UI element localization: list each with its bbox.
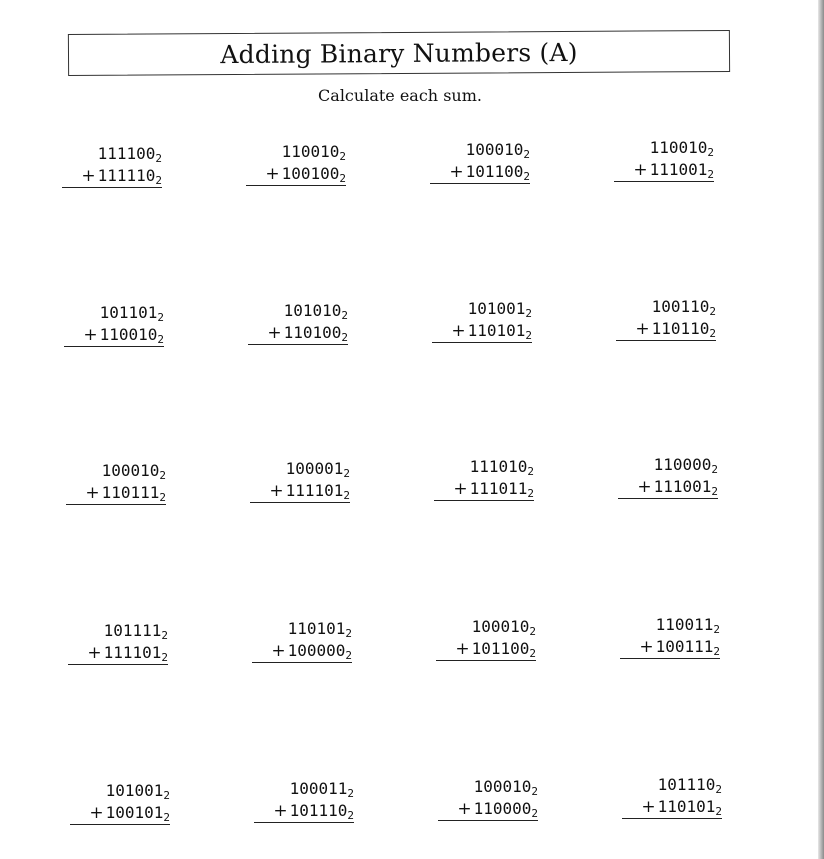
problem-1 — [62, 143, 162, 188]
problem-18 — [254, 778, 354, 823]
addend-bottom — [68, 642, 168, 665]
base-subscript: 2 — [529, 647, 536, 660]
base-subscript: 2 — [525, 329, 532, 342]
addend-top — [254, 778, 354, 800]
addend-bottom-digits: 110010 — [99, 325, 158, 344]
plus-sign: + — [265, 164, 280, 184]
problem-16 — [620, 614, 720, 659]
addend-top-digits: 100011 — [289, 779, 348, 798]
plus-sign: + — [83, 325, 98, 345]
addend-top-digits: 100010 — [101, 461, 160, 480]
base-subscript: 2 — [343, 489, 350, 502]
addend-bottom — [246, 163, 346, 186]
base-subscript: 2 — [707, 146, 714, 159]
addend-bottom-digits: 101110 — [289, 801, 348, 820]
addend-bottom-digits: 110000 — [473, 799, 532, 818]
plus-sign: + — [87, 643, 102, 663]
base-subscript: 2 — [163, 811, 170, 824]
addend-top-digits: 111100 — [97, 144, 156, 163]
addend-top-digits: 101101 — [99, 303, 158, 322]
base-subscript: 2 — [525, 307, 532, 320]
addend-bottom-digits: 100111 — [655, 637, 714, 656]
addend-top — [614, 137, 714, 159]
addend-bottom — [254, 800, 354, 823]
addend-bottom-digits: 100101 — [105, 803, 164, 822]
problem-9 — [66, 460, 166, 505]
addend-top — [616, 296, 716, 318]
addend-top-digits: 101001 — [467, 299, 526, 318]
addend-top — [432, 298, 532, 320]
base-subscript: 2 — [715, 783, 722, 796]
base-subscript: 2 — [157, 311, 164, 324]
base-subscript: 2 — [159, 469, 166, 482]
base-subscript: 2 — [163, 789, 170, 802]
base-subscript: 2 — [527, 487, 534, 500]
addend-bottom — [438, 798, 538, 821]
base-subscript: 2 — [161, 651, 168, 664]
addend-top — [434, 456, 534, 478]
base-subscript: 2 — [523, 170, 530, 183]
plus-sign: + — [89, 803, 104, 823]
addend-top-digits: 100010 — [465, 140, 524, 159]
addend-bottom — [614, 159, 714, 182]
addend-bottom-digits: 111101 — [285, 481, 344, 500]
addend-top — [252, 618, 352, 640]
problem-17 — [70, 780, 170, 825]
worksheet-title: Adding Binary Numbers (A) — [220, 37, 578, 69]
addend-bottom — [70, 802, 170, 825]
base-subscript: 2 — [155, 174, 162, 187]
base-subscript: 2 — [709, 327, 716, 340]
base-subscript: 2 — [527, 465, 534, 478]
addend-bottom-digits: 111110 — [97, 166, 156, 185]
addend-bottom-digits: 111001 — [653, 477, 712, 496]
addend-top — [436, 616, 536, 638]
addend-top — [70, 780, 170, 802]
addend-bottom-digits: 100000 — [287, 641, 346, 660]
problem-3 — [430, 139, 530, 184]
base-subscript: 2 — [711, 485, 718, 498]
addend-top-digits: 101110 — [657, 775, 716, 794]
base-subscript: 2 — [345, 627, 352, 640]
addend-bottom-digits: 101100 — [471, 639, 530, 658]
addend-bottom-digits: 100100 — [281, 164, 340, 183]
addend-bottom-digits: 110101 — [657, 797, 716, 816]
plus-sign: + — [457, 799, 472, 819]
addend-top-digits: 111010 — [469, 457, 528, 476]
problem-14 — [252, 618, 352, 663]
plus-sign: + — [267, 323, 282, 343]
base-subscript: 2 — [155, 152, 162, 165]
addend-top-digits: 110000 — [653, 455, 712, 474]
addend-top-digits: 100110 — [651, 297, 710, 316]
addend-top-digits: 100001 — [285, 459, 344, 478]
problem-12 — [618, 454, 718, 499]
problem-15 — [436, 616, 536, 661]
problem-6 — [248, 300, 348, 345]
addend-bottom — [250, 480, 350, 503]
base-subscript: 2 — [339, 172, 346, 185]
addend-top-digits: 110010 — [649, 138, 708, 157]
addend-bottom — [622, 796, 722, 819]
addend-bottom — [64, 324, 164, 347]
addend-top — [248, 300, 348, 322]
addend-bottom-digits: 111011 — [469, 479, 528, 498]
addend-bottom — [620, 636, 720, 659]
plus-sign: + — [271, 641, 286, 661]
addend-top-digits: 110010 — [281, 142, 340, 161]
addend-bottom-digits: 110100 — [283, 323, 342, 342]
base-subscript: 2 — [531, 785, 538, 798]
base-subscript: 2 — [339, 150, 346, 163]
addend-top-digits: 101111 — [103, 621, 162, 640]
base-subscript: 2 — [715, 805, 722, 818]
addend-bottom-digits: 111001 — [649, 160, 708, 179]
problem-19 — [438, 776, 538, 821]
addend-bottom — [432, 320, 532, 343]
base-subscript: 2 — [347, 787, 354, 800]
addend-bottom — [66, 482, 166, 505]
problem-8 — [616, 296, 716, 341]
problem-4 — [614, 137, 714, 182]
problem-10 — [250, 458, 350, 503]
base-subscript: 2 — [713, 623, 720, 636]
base-subscript: 2 — [713, 645, 720, 658]
addend-bottom — [62, 165, 162, 188]
addend-top — [438, 776, 538, 798]
addend-bottom-digits: 110111 — [101, 483, 160, 502]
addend-top-digits: 101010 — [283, 301, 342, 320]
addend-top-digits: 100010 — [471, 617, 530, 636]
problem-7 — [432, 298, 532, 343]
addend-top — [62, 143, 162, 165]
base-subscript: 2 — [707, 168, 714, 181]
base-subscript: 2 — [529, 625, 536, 638]
problem-2 — [246, 141, 346, 186]
base-subscript: 2 — [347, 809, 354, 822]
base-subscript: 2 — [157, 333, 164, 346]
plus-sign: + — [449, 162, 464, 182]
addend-top-digits: 110101 — [287, 619, 346, 638]
addend-bottom-digits: 110110 — [651, 319, 710, 338]
addend-top — [250, 458, 350, 480]
base-subscript: 2 — [159, 491, 166, 504]
plus-sign: + — [85, 483, 100, 503]
base-subscript: 2 — [531, 807, 538, 820]
addend-bottom-digits: 110101 — [467, 321, 526, 340]
plus-sign: + — [637, 477, 652, 497]
plus-sign: + — [269, 481, 284, 501]
base-subscript: 2 — [345, 649, 352, 662]
addend-top-digits: 101001 — [105, 781, 164, 800]
base-subscript: 2 — [341, 309, 348, 322]
addend-top — [246, 141, 346, 163]
addend-top-digits: 110011 — [655, 615, 714, 634]
plus-sign: + — [635, 319, 650, 339]
addend-top — [66, 460, 166, 482]
problem-13 — [68, 620, 168, 665]
addend-top — [620, 614, 720, 636]
addend-bottom — [434, 478, 534, 501]
problem-11 — [434, 456, 534, 501]
base-subscript: 2 — [341, 331, 348, 344]
plus-sign: + — [273, 801, 288, 821]
addend-top — [622, 774, 722, 796]
problem-5 — [64, 302, 164, 347]
plus-sign: + — [81, 166, 96, 186]
plus-sign: + — [455, 639, 470, 659]
plus-sign: + — [451, 321, 466, 341]
base-subscript: 2 — [161, 629, 168, 642]
addend-top — [618, 454, 718, 476]
addend-bottom — [248, 322, 348, 345]
addend-bottom — [618, 476, 718, 499]
addend-bottom — [430, 161, 530, 184]
plus-sign: + — [453, 479, 468, 499]
addend-bottom — [616, 318, 716, 341]
addend-top — [64, 302, 164, 324]
problem-20 — [622, 774, 722, 819]
addend-top-digits: 100010 — [473, 777, 532, 796]
plus-sign: + — [641, 797, 656, 817]
addend-bottom — [252, 640, 352, 663]
addend-bottom-digits: 111101 — [103, 643, 162, 662]
plus-sign: + — [639, 637, 654, 657]
addend-bottom — [436, 638, 536, 661]
base-subscript: 2 — [711, 463, 718, 476]
base-subscript: 2 — [523, 148, 530, 161]
base-subscript: 2 — [709, 305, 716, 318]
plus-sign: + — [633, 160, 648, 180]
base-subscript: 2 — [343, 467, 350, 480]
instructions: Calculate each sum. — [318, 86, 482, 105]
addend-top — [68, 620, 168, 642]
addend-top — [430, 139, 530, 161]
addend-bottom-digits: 101100 — [465, 162, 524, 181]
